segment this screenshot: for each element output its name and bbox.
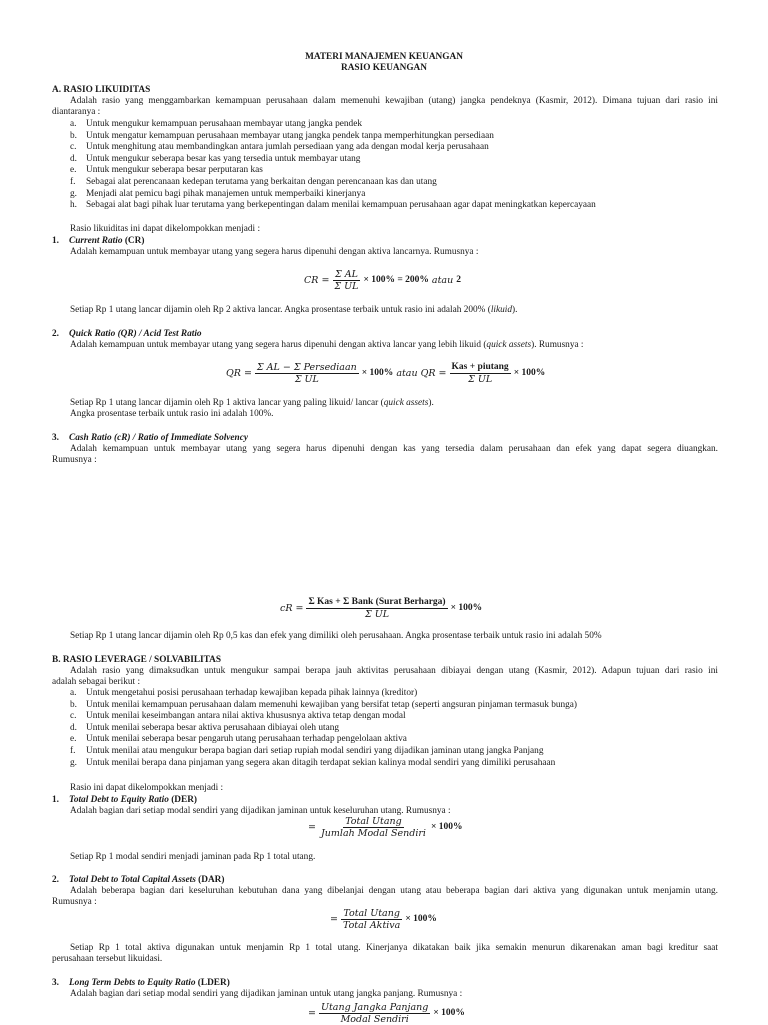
formula-fraction — [319, 1002, 430, 1025]
current-ratio-desc: Adalah kemampuan untuk membayar utang yang segera harus dipenuhi dengan aktiva lancarnya. Rumusnya : — [70, 247, 479, 257]
cash-ratio-note: Setiap Rp 1 utang lancar dijamin oleh Rp 0,5 kas dan efek yang dimiliki oleh perusahaan. Angka prosentase terbaik untuk rasio ini adalah 50% — [70, 631, 602, 641]
list-item-text: Untuk menilai berapa dana pinjaman yang segera akan ditagih terdapat sekian kalinya modal sendiri yang dimiliki perusahaan — [86, 757, 556, 768]
formula-fraction — [306, 597, 447, 620]
list-item-marker: b. — [70, 130, 77, 141]
cash-ratio-heading — [52, 433, 248, 444]
list-item-marker: d. — [70, 722, 77, 733]
der-abbr: (DER) — [171, 795, 198, 805]
current-ratio-number: 1. — [52, 236, 59, 246]
cash-ratio-abbr: (cR) / Ratio of Immediate Solvency — [113, 433, 248, 443]
der-heading — [52, 795, 197, 806]
list-item-text: Untuk mengetahui posisi perusahaan terhadap kewajiban kepada pihak lainnya (kreditor) — [86, 688, 418, 698]
list-item-text: Untuk mengukur kemampuan perusahaan membayar utang jangka pendek — [86, 119, 362, 129]
note-italic: quick assets — [383, 398, 429, 408]
current-ratio-abbr: (CR) — [124, 236, 145, 246]
note-pre: Setiap Rp 1 utang lancar dijamin oleh Rp 1 aktiva lancar yang paling likuid/ lancar ( — [70, 398, 384, 408]
list-item-marker: b. — [70, 699, 77, 710]
list-item-text: Untuk menilai keseimbangan antara nilai aktiva khususnya aktiva tetap dengan modal — [86, 711, 406, 722]
section-b-group-text: Rasio ini dapat dikelompokkan menjadi : — [70, 783, 224, 793]
list-item-text: Untuk mengukur seberapa besar kas yang tersedia untuk membayar utang — [86, 153, 361, 164]
formula-numerator: Utang Jangka Panjang — [320, 1002, 429, 1013]
current-ratio-name: Current Ratio — [69, 236, 123, 246]
quick-ratio-name: Quick Ratio — [69, 329, 116, 339]
formula-denominator: Total Aktiva — [342, 920, 401, 931]
section-b-intro-line1: Adalah rasio yang dimaksudkan untuk mengukur sampai berapa jauh aktivitas perusahaan dibiayai dengan utang (Kasmir, 2012). Adapun tujuan dari rasio ini — [70, 666, 718, 676]
quick-ratio-note-1 — [70, 398, 434, 409]
list-item — [70, 711, 406, 722]
quick-ratio-abbr: (QR) / Acid Test Ratio — [117, 329, 202, 339]
lder-number: 3. — [52, 978, 59, 988]
desc-italic: quick assets — [486, 340, 532, 350]
formula-result: 2 — [456, 275, 461, 285]
section-a-group-text: Rasio likuiditas ini dapat dikelompokkan menjadi : — [70, 224, 261, 234]
der-formula — [308, 816, 463, 839]
der-note: Setiap Rp 1 modal sendiri menjadi jaminan pada Rp 1 total utang. — [70, 852, 316, 862]
list-item-text: Untuk menilai seberapa besar aktiva perusahaan dibiayai oleh utang — [86, 722, 339, 733]
list-item-text: Untuk menilai seberapa besar pengaruh utang perusahaan terhadap pengelolaan aktiva — [86, 734, 407, 745]
list-item — [70, 119, 362, 130]
list-item-text: Untuk mengatur kemampuan perusahaan membayar utang jangka pendek tanpa memperhitungkan persediaan — [86, 130, 494, 141]
formula-numerator: Σ Kas + Σ Bank (Surat Berharga) — [308, 597, 446, 607]
quick-ratio-note-2: Angka prosentase terbaik untuk rasio ini adalah 100%. — [70, 409, 274, 419]
list-item — [70, 131, 494, 142]
list-item-marker: f. — [70, 746, 76, 756]
formula-lhs: = — [330, 914, 338, 925]
dar-note-line1: Setiap Rp 1 total aktiva digunakan untuk menjamin Rp 1 total utang. Kinerjanya dikatakan baik jika semakin menurun dikarenakan aman bagi kreditur saat — [70, 943, 718, 953]
formula-atau: atau — [431, 275, 454, 286]
formula-numerator-2: Kas + piutang — [451, 362, 509, 372]
formula-lhs: = — [308, 822, 316, 833]
formula-fraction — [341, 908, 402, 931]
formula-lhs: CR = — [304, 275, 330, 286]
lder-abbr: (LDER) — [197, 978, 230, 988]
section-b-heading: B. RASIO LEVERAGE / SOLVABILITAS — [52, 655, 222, 665]
list-item-marker: f. — [70, 177, 76, 187]
formula-end: × 100% — [513, 368, 546, 378]
current-ratio-heading — [52, 236, 144, 247]
formula-denominator: Jumlah Modal Sendiri — [320, 828, 426, 839]
formula-denominator: Σ UL — [334, 281, 359, 292]
list-item — [70, 723, 339, 734]
list-item-marker: c. — [70, 142, 77, 153]
note-post: ). — [428, 398, 434, 408]
list-item-marker: c. — [70, 711, 77, 722]
quick-ratio-formula — [226, 362, 545, 385]
list-item — [70, 142, 489, 153]
formula-denominator-2: Σ UL — [468, 374, 493, 385]
current-ratio-note — [70, 305, 517, 316]
formula-numerator-1: Σ AL − Σ Persediaan — [256, 362, 357, 373]
lder-heading — [52, 978, 230, 989]
formula-fraction-1 — [255, 362, 359, 385]
list-item — [70, 154, 360, 165]
formula-numerator: Total Utang — [343, 908, 400, 919]
desc-pre: Adalah kemampuan untuk membayar utang yang segera harus dipenuhi dengan aktiva lancar yang lebih likuid ( — [70, 340, 487, 350]
list-item-marker: e. — [70, 165, 77, 176]
list-item — [70, 189, 365, 200]
list-item-marker: d. — [70, 153, 77, 164]
formula-denominator: Modal Sendiri — [340, 1014, 409, 1025]
quick-ratio-desc — [70, 340, 584, 351]
dar-formula — [330, 908, 437, 931]
list-item-text: Menjadi alat pemicu bagi pihak manajemen untuk memperbaiki kinerjanya — [86, 188, 366, 199]
formula-fraction-2 — [450, 362, 511, 385]
der-desc: Adalah bagian dari setiap modal sendiri yang dijadikan jaminan untuk keseluruhan utang. Rumusnya : — [70, 806, 451, 816]
dar-name: Total Debt to Total Capital Assets — [69, 875, 196, 885]
list-item-text: Untuk menilai atau mengukur berapa bagian dari setiap rupiah modal sendiri yang dijadikan jaminan utang jangka Panjang — [86, 746, 544, 756]
list-item — [70, 746, 543, 757]
formula-lhs: = — [308, 1008, 316, 1019]
quick-ratio-heading — [52, 329, 202, 340]
formula-lhs: cR = — [280, 603, 304, 614]
section-a-intro-line2: diantaranya : — [52, 107, 101, 117]
list-item — [70, 700, 577, 711]
dar-desc-line1: Adalah beberapa bagian dari keseluruhan kebutuhan dana yang dibelanjai dengan utang atau beberapa bagian dari aktiva yang digunakan untuk menjamin utang. — [70, 886, 718, 896]
section-a-heading: A. RASIO LIKUIDITAS — [52, 85, 151, 95]
formula-end: × 100% — [405, 914, 437, 924]
list-item — [70, 758, 555, 769]
cash-ratio-number: 3. — [52, 433, 59, 443]
list-item-text: Sebagai alat bagi pihak luar terutama yang berkepentingan dalam menilai kemampuan perusahaan agar dapat meningkatkan kepercayaan — [86, 200, 596, 211]
quick-ratio-number: 2. — [52, 329, 59, 339]
cash-ratio-name: Cash Ratio — [69, 433, 112, 443]
list-item-text: Sebagai alat perencanaan kedepan terutama yang berkaitan dengan perencanaan kas dan utang — [86, 177, 437, 187]
formula-rest: × 100% = 200% — [363, 275, 429, 285]
list-item-marker: a. — [70, 119, 77, 129]
formula-numerator: Total Utang — [345, 816, 402, 827]
list-item-marker: e. — [70, 734, 77, 745]
dar-number: 2. — [52, 875, 59, 885]
formula-end: × 100% — [430, 822, 463, 832]
document-subtitle: RASIO KEUANGAN — [340, 63, 427, 73]
lder-desc: Adalah bagian dari setiap modal sendiri yang dijadikan jaminan untuk utang jangka panjang. Rumusnya : — [70, 989, 463, 999]
desc-post: ). Rumusnya : — [531, 340, 584, 350]
formula-mid: × 100% — [361, 368, 394, 378]
formula-fraction — [319, 816, 428, 839]
list-item — [70, 165, 263, 176]
list-item-text: Untuk menilai kemampuan perusahaan dalam memenuhi kewajiban yang bersifat tetap (seperti angsuran pinjaman termasuk bunga) — [86, 699, 578, 710]
list-item-marker: a. — [70, 688, 77, 698]
list-item-marker: g. — [70, 757, 77, 768]
formula-denominator: Σ UL — [364, 609, 390, 620]
formula-numerator: Σ AL — [334, 269, 358, 280]
dar-desc-line2: Rumusnya : — [52, 897, 97, 907]
cash-ratio-formula — [280, 597, 482, 620]
list-item-marker: h. — [70, 200, 77, 211]
lder-name: Long Term Debts to Equity Ratio — [69, 978, 196, 988]
list-item — [70, 734, 407, 745]
list-item — [70, 200, 596, 211]
formula-lhs: QR = — [226, 368, 252, 379]
current-ratio-formula — [304, 269, 461, 292]
formula-end: × 100% — [433, 1008, 465, 1018]
der-number: 1. — [52, 795, 59, 805]
dar-abbr: (DAR) — [198, 875, 225, 885]
dar-note-line2: perusahaan tersebut likuidasi. — [52, 954, 163, 964]
list-item-marker: g. — [70, 188, 77, 199]
list-item-text: Untuk mengukur seberapa besar perputaran kas — [86, 165, 263, 176]
section-a-intro-line1: Adalah rasio yang menggambarkan kemampuan perusahaan dalam memenuhi kewajiban (utang) jangka pendeknya (Kasmir, 2012). Dimana tujuan dari rasio ini — [70, 96, 718, 106]
section-b-intro-line2: adalah sebagai berikut : — [52, 677, 141, 687]
formula-atau: atau QR = — [396, 368, 447, 379]
formula-fraction — [332, 269, 360, 292]
lder-formula — [308, 1002, 465, 1025]
list-item — [70, 688, 417, 699]
list-item — [70, 177, 437, 188]
document-title: MATERI MANAJEMEN KEUANGAN — [305, 52, 463, 62]
note-text-italic: likuid — [490, 305, 513, 315]
note-text-post: ). — [512, 305, 518, 315]
cash-ratio-desc-line2: Rumusnya : — [52, 455, 97, 465]
der-name: Total Debt to Equity Ratio — [69, 795, 169, 805]
formula-end: × 100% — [450, 603, 483, 613]
formula-denominator-1: Σ UL — [294, 374, 319, 385]
list-item-text: Untuk menghitung atau membandingkan antara jumlah persediaan yang ada dengan modal kerja perusahaan — [86, 142, 489, 153]
cash-ratio-desc-line1: Adalah kemampuan untuk membayar utang yang segera harus dipenuhi dengan kas yang tersedia dalam perusahaan dan efek yang dapat segera diuangkan. — [70, 444, 718, 454]
note-text-pre: Setiap Rp 1 utang lancar dijamin oleh Rp 2 aktiva lancar. Angka prosentase terbaik untuk rasio ini adalah 200% ( — [70, 305, 491, 315]
dar-heading — [52, 875, 225, 886]
